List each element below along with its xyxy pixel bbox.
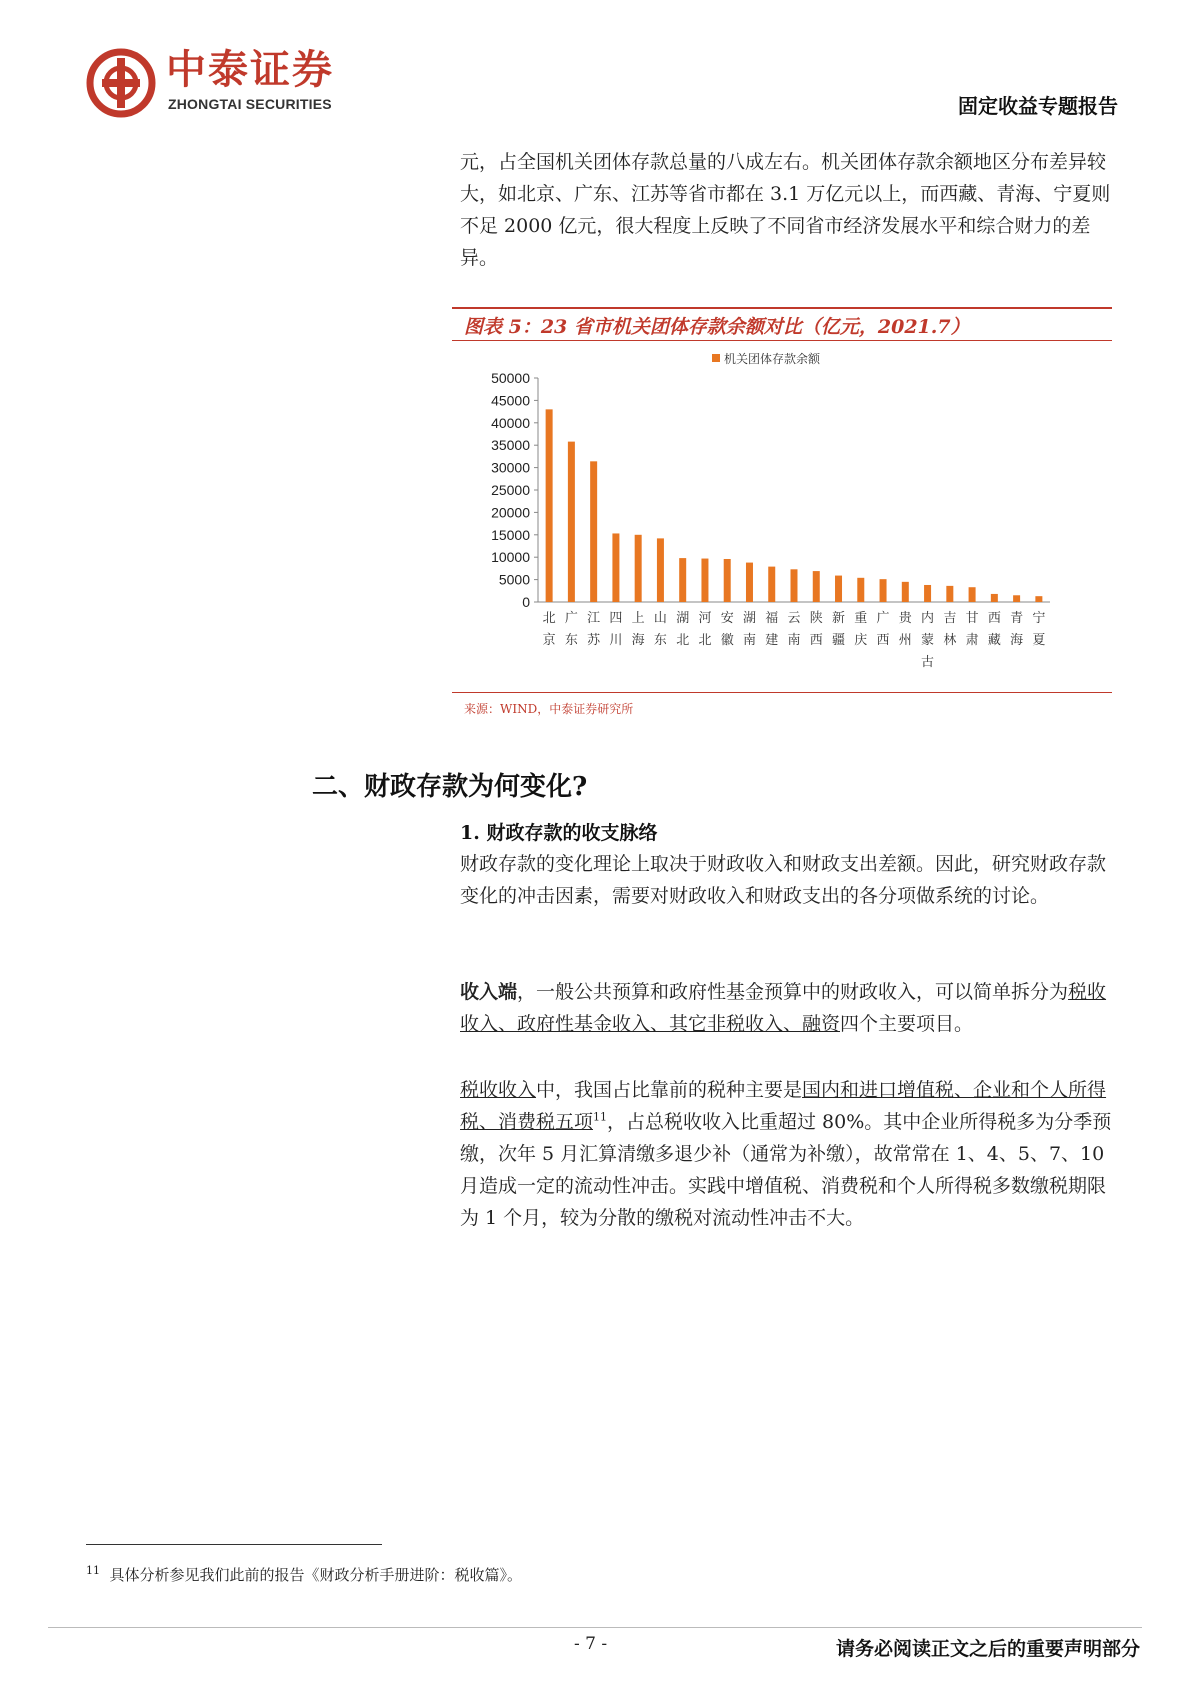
y-tick-label: 0 bbox=[522, 594, 530, 610]
paragraph-text: ，占总税收收入比重超过 80%。其中企业所得税多为分季预缴，次年 5 月汇算清缴多退少补（通常为补缴），故常常在 1、4、5、7、10 月造成一定的流动性冲击。实践中增值税、消费税和个人所得税多数缴税期限为 1 个月，较为分散的缴税对流动性冲击不大。 bbox=[460, 1111, 1112, 1229]
bar bbox=[568, 442, 575, 602]
x-tick-label: 陕西 bbox=[809, 611, 823, 648]
paragraph-text: 中，我国占比靠前的税种主要是 bbox=[536, 1079, 803, 1101]
tax-revenue-underlined: 税收收入 bbox=[460, 1079, 537, 1101]
paragraph-text: 四个主要项目。 bbox=[840, 1013, 974, 1035]
bar bbox=[924, 585, 931, 602]
x-tick-label: 湖南 bbox=[742, 611, 756, 648]
sub-heading: 1. 财政存款的收支脉络 bbox=[460, 822, 658, 844]
bar bbox=[969, 587, 976, 602]
chart-source: 来源：WIND，中泰证券研究所 bbox=[464, 702, 634, 716]
bar bbox=[724, 559, 731, 602]
y-tick-label: 25000 bbox=[491, 482, 530, 498]
footnote bbox=[86, 1564, 522, 1585]
paragraph-tax-revenue bbox=[460, 1074, 1122, 1234]
paragraph-text: 财政存款的变化理论上取决于财政收入和财政支出差额。因此，研究财政存款变化的冲击因素，需要对财政收入和财政支出的各分项做系统的讨论。 bbox=[460, 853, 1107, 907]
income-side-label: 收入端 bbox=[460, 981, 518, 1003]
x-tick-label: 宁夏 bbox=[1032, 611, 1046, 648]
x-tick-label: 重庆 bbox=[854, 611, 868, 648]
x-tick-label: 江苏 bbox=[587, 611, 601, 648]
bar bbox=[612, 533, 619, 602]
bar bbox=[946, 586, 953, 602]
tax-types-underlined: 国内和进口增值税、企业和个人所得税、消费税五项 bbox=[460, 1079, 1107, 1133]
income-items-underlined: 税收收入、政府性基金收入、其它非税收入、融资 bbox=[460, 981, 1107, 1035]
y-tick-label: 10000 bbox=[491, 549, 530, 566]
footnote-number: 11 bbox=[86, 1564, 100, 1577]
bar bbox=[991, 594, 998, 602]
bar bbox=[902, 582, 909, 602]
y-tick-label: 20000 bbox=[491, 504, 530, 521]
bar bbox=[701, 559, 708, 602]
chart-title-rule bbox=[452, 340, 1112, 341]
bar bbox=[635, 535, 642, 602]
legend-label: 机关团体存款余额 bbox=[724, 352, 821, 366]
x-tick-label: 广东 bbox=[564, 611, 578, 648]
y-tick-label: 35000 bbox=[491, 437, 530, 454]
x-tick-label: 吉林 bbox=[943, 611, 957, 648]
logo-text-chinese: 中泰证券 bbox=[166, 47, 334, 93]
bar bbox=[813, 571, 820, 602]
x-tick-label: 广西 bbox=[876, 611, 890, 648]
paragraph-text: 元，占全国机关团体存款总量的八成左右。机关团体存款余额地区分布差异较大，如北京、广东、江苏等省市都在 3.1 万亿元以上，而西藏、青海、宁夏则不足 2000 亿元，很大程度上反映了不同省市经济发展水平和综合财力的差异。 bbox=[460, 151, 1111, 269]
bar bbox=[880, 579, 887, 602]
report-type-label: 固定收益专题报告 bbox=[958, 94, 1118, 118]
x-tick-label: 北京 bbox=[542, 611, 556, 648]
y-tick-label: 50000 bbox=[491, 370, 530, 386]
x-tick-label: 四川 bbox=[609, 611, 623, 648]
footnote-text: 具体分析参见我们此前的报告《财政分析手册进阶：税收篇》。 bbox=[109, 1566, 523, 1584]
x-tick-label: 贵州 bbox=[898, 611, 912, 648]
x-tick-label: 安徽 bbox=[720, 611, 734, 648]
bar-chart bbox=[452, 352, 1112, 688]
footnote-rule bbox=[86, 1544, 382, 1545]
section-heading: 二、财政存款为何变化? bbox=[312, 772, 588, 802]
footnote-reference[interactable]: 11 bbox=[593, 1110, 608, 1124]
bar bbox=[1035, 596, 1042, 602]
paragraph-text: ，一般公共预算和政府性基金预算中的财政收入，可以简单拆分为 bbox=[517, 981, 1069, 1003]
x-tick-label: 西藏 bbox=[987, 611, 1001, 648]
y-tick-label: 5000 bbox=[498, 571, 530, 588]
y-tick-label: 40000 bbox=[491, 414, 530, 431]
chart-title: 图表 5：23 省市机关团体存款余额对比（亿元，2021.7） bbox=[464, 316, 970, 338]
chart-top-rule bbox=[452, 307, 1112, 309]
bar bbox=[746, 563, 753, 602]
bar bbox=[657, 538, 664, 602]
bar bbox=[768, 567, 775, 602]
x-tick-label: 山东 bbox=[653, 611, 667, 648]
x-tick-label: 河北 bbox=[698, 611, 712, 648]
legend-swatch bbox=[712, 354, 720, 362]
x-tick-label: 湖北 bbox=[676, 611, 690, 648]
paragraph-intro bbox=[460, 146, 1122, 274]
x-tick-label: 新疆 bbox=[832, 611, 846, 648]
disclaimer-text: 请务必阅读正文之后的重要声明部分 bbox=[835, 1638, 1140, 1660]
bar bbox=[546, 409, 553, 602]
y-tick-label: 30000 bbox=[491, 459, 530, 476]
bar bbox=[679, 558, 686, 602]
y-tick-label: 45000 bbox=[491, 392, 530, 409]
bar bbox=[835, 576, 842, 602]
bar bbox=[791, 569, 798, 602]
x-tick-label: 云南 bbox=[787, 611, 801, 648]
paragraph-fiscal-deposit bbox=[460, 848, 1122, 912]
chart-bottom-rule bbox=[452, 692, 1112, 693]
logo-text-english: ZHONGTAI SECURITIES bbox=[168, 96, 332, 112]
x-tick-label: 内蒙古 bbox=[921, 611, 935, 670]
x-tick-label: 青海 bbox=[1010, 611, 1024, 648]
bar bbox=[590, 461, 597, 602]
page-number: - 7 - bbox=[574, 1634, 608, 1654]
bar bbox=[1013, 595, 1020, 602]
bar bbox=[857, 578, 864, 602]
x-tick-label: 上海 bbox=[631, 611, 645, 648]
x-tick-label: 甘肃 bbox=[965, 611, 979, 648]
footer-rule bbox=[48, 1627, 1142, 1628]
x-tick-label: 福建 bbox=[765, 611, 779, 648]
company-logo-icon bbox=[86, 48, 156, 118]
paragraph-income-side bbox=[460, 976, 1122, 1040]
y-tick-label: 15000 bbox=[491, 526, 530, 543]
